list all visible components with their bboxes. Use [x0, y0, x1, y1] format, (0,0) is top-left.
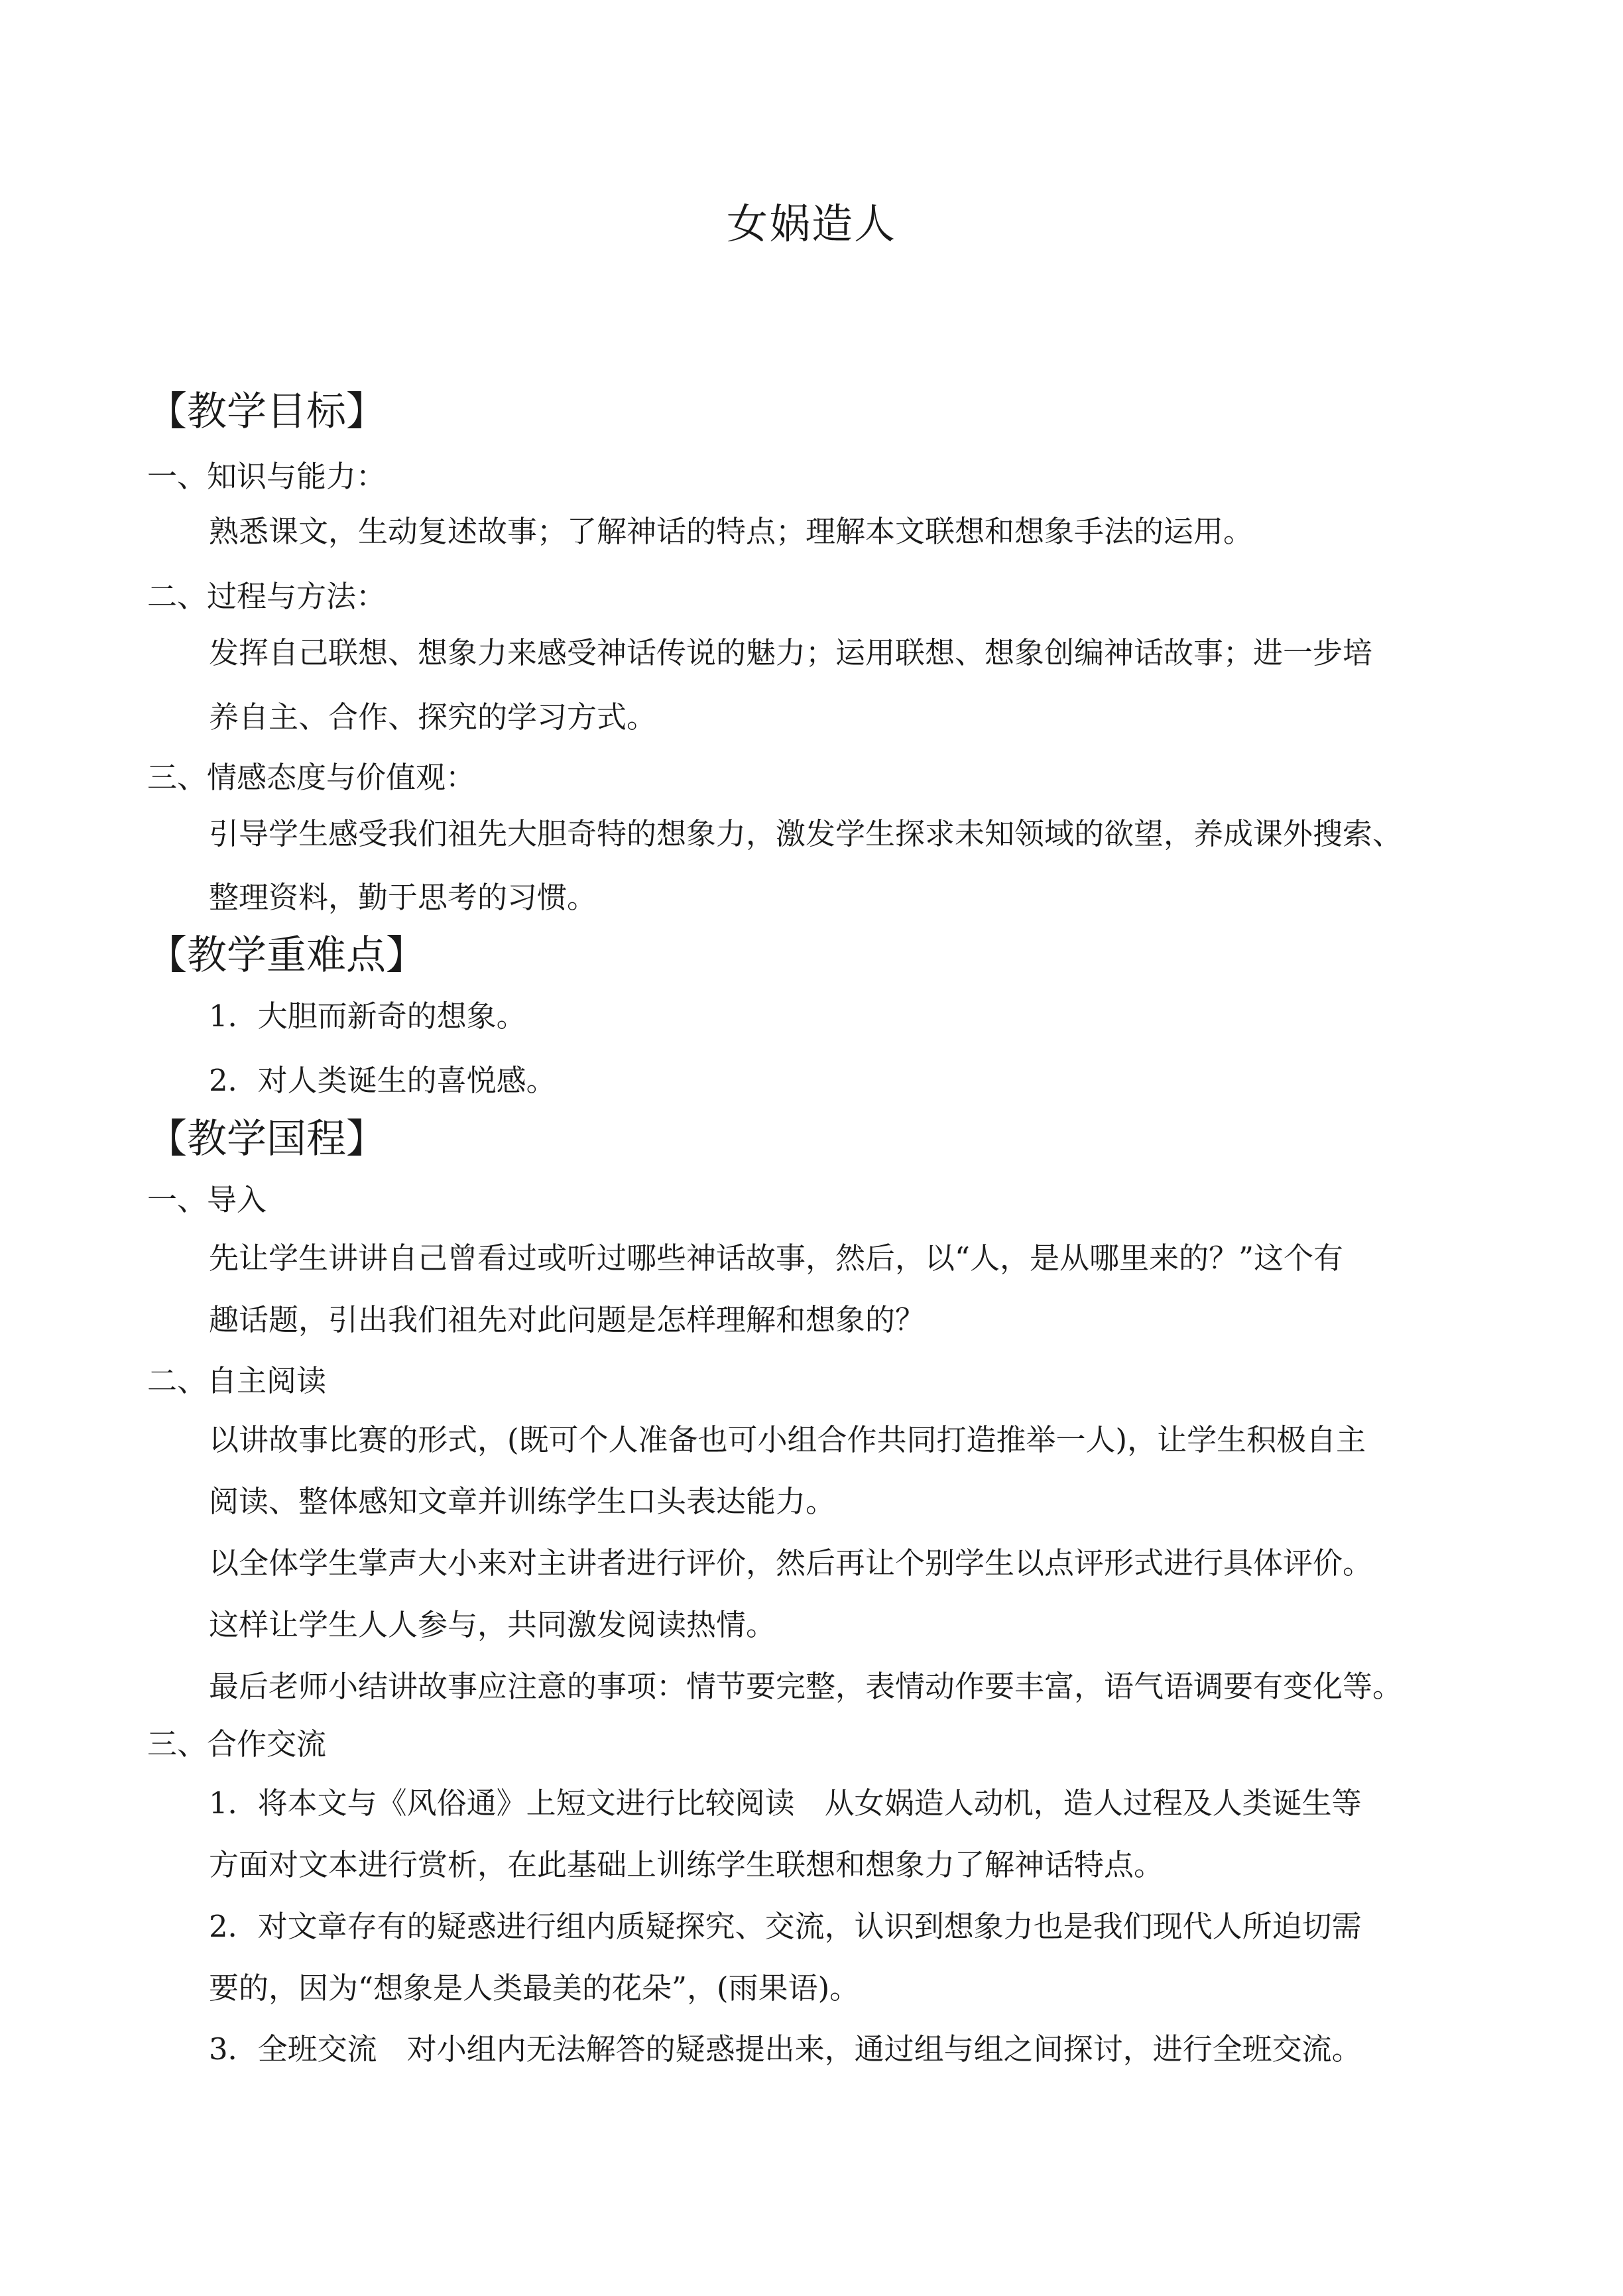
key-point-1: 1．大胆而新奇的想象。 — [209, 998, 526, 1034]
cooperation-item-2a: 2．对文章存有的疑惑进行组内质疑探究、交流，认识到想象力也是我们现代人所迫切需 — [209, 1909, 1362, 1944]
cooperation-heading: 三、合作交流 — [147, 1726, 327, 1762]
knowledge-ability-text: 熟悉课文，生动复述故事；了解神话的特点；理解本文联想和想象手法的运用。 — [209, 514, 1254, 549]
procedure-heading: 【教学国程】 — [147, 1116, 386, 1162]
key-point-2: 2．对人类诞生的喜悦感。 — [209, 1063, 556, 1098]
process-method-text-1: 发挥自己联想、想象力来感受神话传说的魅力；运用联想、想象创编神话故事；进一步培 — [209, 635, 1373, 670]
knowledge-ability-heading: 一、知识与能力： — [147, 459, 387, 494]
emotion-values-text-2: 整理资料，勤于思考的习惯。 — [209, 880, 597, 915]
process-method-text-2: 养自主、合作、探究的学习方式。 — [209, 699, 657, 735]
reading-text-1: 以讲故事比赛的形式，(既可个人准备也可小组合作共同打造推举一人)，让学生积极自主 — [209, 1422, 1366, 1457]
objectives-heading: 【教学目标】 — [147, 389, 386, 435]
intro-text-2: 趣话题，引出我们祖先对此问题是怎样理解和想象的？ — [209, 1302, 926, 1337]
emotion-values-heading: 三、情感态度与价值观： — [147, 760, 476, 795]
key-points-heading: 【教学重难点】 — [147, 932, 426, 979]
reading-heading: 二、自主阅读 — [147, 1363, 327, 1398]
emotion-values-text-1: 引导学生感受我们祖先大胆奇特的想象力，激发学生探求未知领域的欲望，养成课外搜索、 — [209, 816, 1403, 851]
cooperation-item-1a: 1．将本文与《风俗通》上短文进行比较阅读 从女娲造人动机，造人过程及人类诞生等 — [209, 1785, 1362, 1821]
intro-heading: 一、导入 — [147, 1182, 267, 1217]
document-title: 女娲造人 — [726, 200, 896, 248]
reading-text-3: 以全体学生掌声大小来对主讲者进行评价，然后再让个别学生以点评形式进行具体评价。 — [209, 1545, 1373, 1581]
cooperation-item-2b: 要的，因为“想象是人类最美的花朵”，(雨果语)。 — [209, 1970, 860, 2006]
reading-text-4: 这样让学生人人参与，共同激发阅读热情。 — [209, 1607, 776, 1642]
cooperation-item-1b: 方面对文本进行赏析，在此基础上训练学生联想和想象力了解神话特点。 — [209, 1847, 1164, 1882]
process-method-heading: 二、过程与方法： — [147, 579, 387, 614]
reading-text-5: 最后老师小结讲故事应注意的事项：情节要完整，表情动作要丰富，语气语调要有变化等。 — [209, 1669, 1403, 1704]
reading-text-2: 阅读、整体感知文章并训练学生口头表达能力。 — [209, 1484, 836, 1519]
intro-text-1: 先让学生讲讲自己曾看过或听过哪些神话故事，然后，以“人，是从哪里来的？”这个有 — [209, 1240, 1344, 1276]
cooperation-item-3: 3．全班交流 对小组内无法解答的疑惑提出来，通过组与组之间探讨，进行全班交流。 — [209, 2031, 1362, 2067]
